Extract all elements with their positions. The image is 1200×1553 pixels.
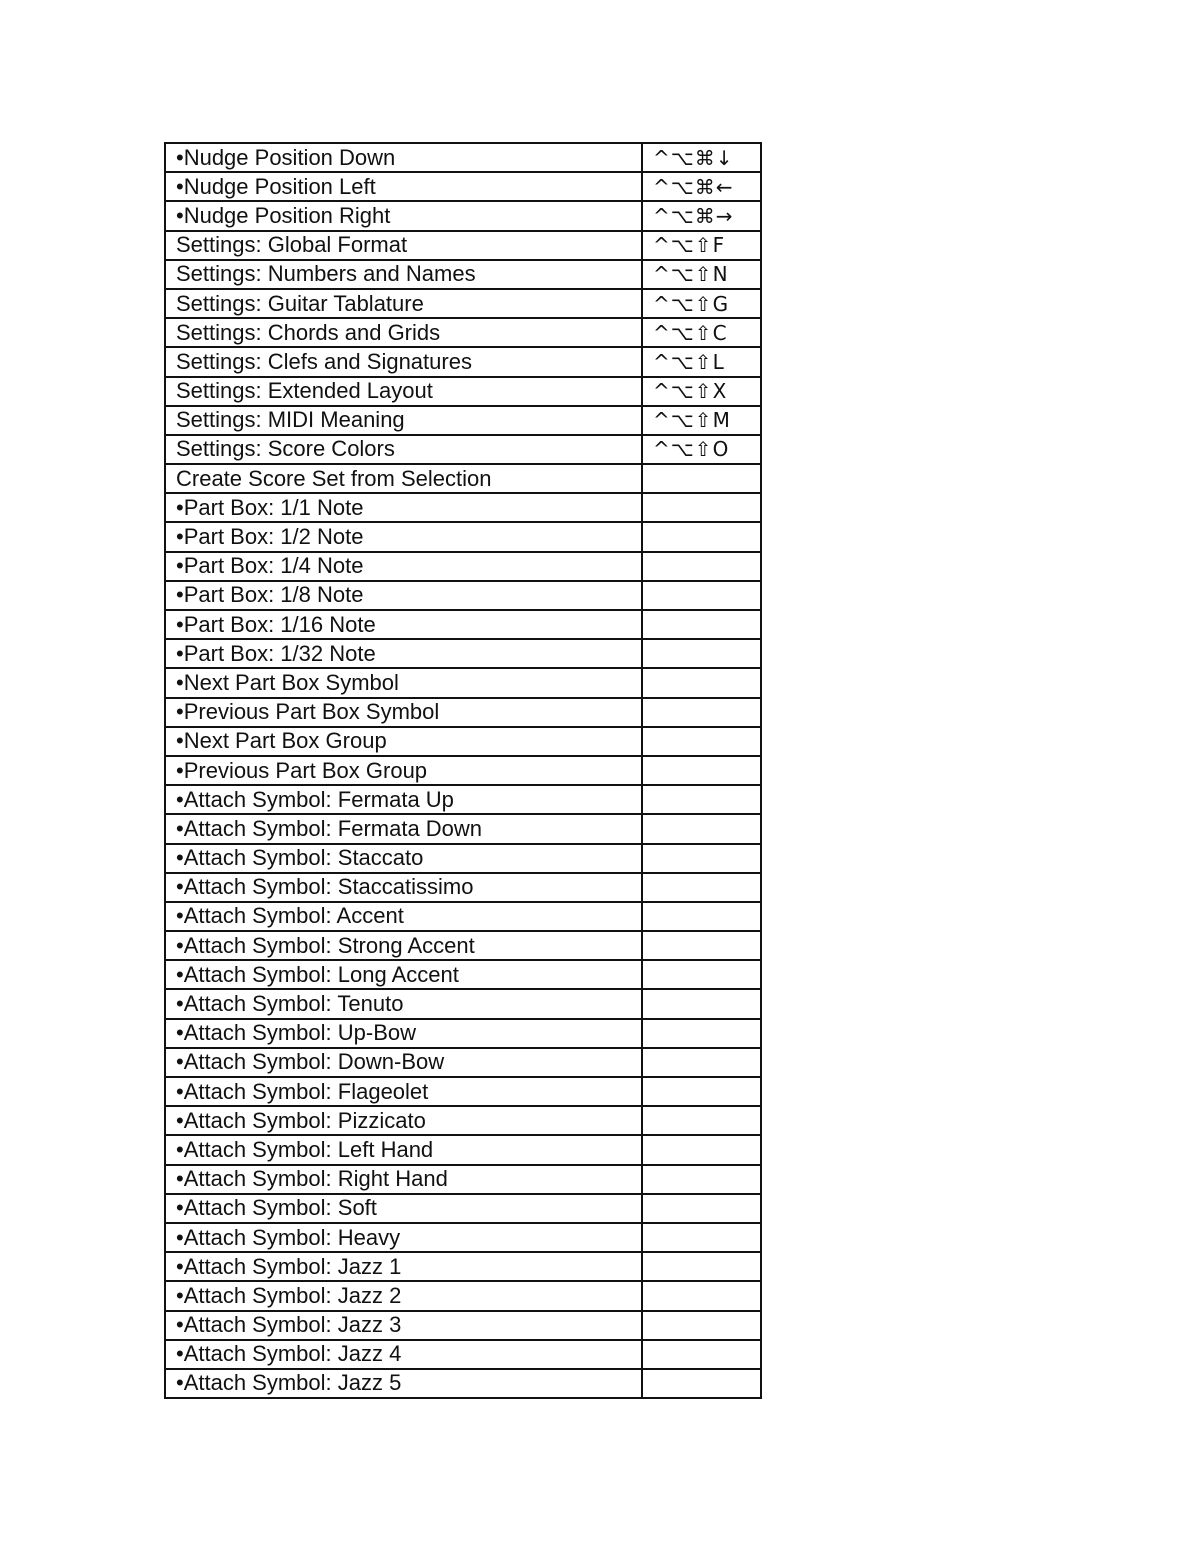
command-cell: •Attach Symbol: Flageolet	[165, 1077, 642, 1106]
table-row	[165, 814, 761, 843]
shortcut-cell	[642, 844, 761, 873]
shortcut-cell	[642, 989, 761, 1018]
command-cell: •Previous Part Box Symbol	[165, 698, 642, 727]
shortcut-cell	[642, 873, 761, 902]
command-cell: Settings: Extended Layout	[165, 377, 642, 406]
table-row	[165, 1019, 761, 1048]
command-cell: •Previous Part Box Group	[165, 756, 642, 785]
command-cell: •Attach Symbol: Staccatissimo	[165, 873, 642, 902]
command-cell: •Attach Symbol: Strong Accent	[165, 931, 642, 960]
shortcut-cell	[642, 1252, 761, 1281]
shortcut-cell: ^⌥⇧G	[642, 289, 761, 318]
table-row	[165, 201, 761, 230]
table-row	[165, 260, 761, 289]
command-cell: Settings: Numbers and Names	[165, 260, 642, 289]
table-row	[165, 844, 761, 873]
table-row	[165, 231, 761, 260]
shortcut-cell	[642, 1077, 761, 1106]
shortcut-cell: ^⌥⇧X	[642, 377, 761, 406]
table-row	[165, 1223, 761, 1252]
command-cell: •Attach Symbol: Left Hand	[165, 1135, 642, 1164]
table-row	[165, 873, 761, 902]
command-cell: •Part Box: 1/4 Note	[165, 552, 642, 581]
shortcut-cell	[642, 522, 761, 551]
shortcut-cell	[642, 552, 761, 581]
shortcut-cell	[642, 1165, 761, 1194]
table-row	[165, 989, 761, 1018]
command-cell: •Part Box: 1/8 Note	[165, 581, 642, 610]
command-cell: •Attach Symbol: Jazz 5	[165, 1369, 642, 1398]
table-row	[165, 1281, 761, 1310]
table-row	[165, 377, 761, 406]
command-cell: •Attach Symbol: Fermata Up	[165, 785, 642, 814]
shortcut-cell: ^⌥⌘↓	[642, 143, 761, 172]
command-cell: •Attach Symbol: Jazz 3	[165, 1311, 642, 1340]
table-row	[165, 522, 761, 551]
command-cell: •Attach Symbol: Pizzicato	[165, 1106, 642, 1135]
command-cell: •Next Part Box Symbol	[165, 668, 642, 697]
shortcut-cell	[642, 581, 761, 610]
shortcut-cell: ^⌥⇧C	[642, 318, 761, 347]
table-row	[165, 610, 761, 639]
table-row	[165, 581, 761, 610]
shortcut-cell: ^⌥⇧N	[642, 260, 761, 289]
table-row	[165, 727, 761, 756]
command-cell: •Attach Symbol: Long Accent	[165, 960, 642, 989]
shortcut-cell	[642, 814, 761, 843]
table-row	[165, 493, 761, 522]
shortcut-cell	[642, 756, 761, 785]
shortcut-cell: ^⌥⇧M	[642, 406, 761, 435]
table-row	[165, 698, 761, 727]
shortcut-cell	[642, 1281, 761, 1310]
shortcut-table	[164, 142, 762, 1399]
command-cell: •Attach Symbol: Down-Bow	[165, 1048, 642, 1077]
table-row	[165, 1135, 761, 1164]
shortcut-cell	[642, 1048, 761, 1077]
table-row	[165, 756, 761, 785]
shortcut-cell	[642, 1019, 761, 1048]
shortcut-cell	[642, 931, 761, 960]
table-row	[165, 902, 761, 931]
command-cell: •Attach Symbol: Heavy	[165, 1223, 642, 1252]
command-cell: Settings: Global Format	[165, 231, 642, 260]
command-cell: •Nudge Position Right	[165, 201, 642, 230]
shortcut-cell: ^⌥⌘→	[642, 201, 761, 230]
table-row	[165, 1252, 761, 1281]
shortcut-cell	[642, 1194, 761, 1223]
shortcut-cell	[642, 785, 761, 814]
shortcut-cell	[642, 1311, 761, 1340]
table-row	[165, 552, 761, 581]
table-row	[165, 1106, 761, 1135]
command-cell: •Part Box: 1/2 Note	[165, 522, 642, 551]
command-cell: •Attach Symbol: Jazz 4	[165, 1340, 642, 1369]
table-row	[165, 435, 761, 464]
table-row	[165, 1048, 761, 1077]
table-row	[165, 1369, 761, 1398]
shortcut-cell: ^⌥⇧O	[642, 435, 761, 464]
command-cell: •Attach Symbol: Up-Bow	[165, 1019, 642, 1048]
command-cell: Settings: Score Colors	[165, 435, 642, 464]
shortcut-cell	[642, 493, 761, 522]
table-row	[165, 960, 761, 989]
shortcut-cell	[642, 639, 761, 668]
table-row	[165, 668, 761, 697]
command-cell: •Attach Symbol: Jazz 1	[165, 1252, 642, 1281]
command-cell: Settings: Chords and Grids	[165, 318, 642, 347]
command-cell: Settings: MIDI Meaning	[165, 406, 642, 435]
shortcut-cell	[642, 610, 761, 639]
shortcut-cell	[642, 668, 761, 697]
command-cell: •Attach Symbol: Soft	[165, 1194, 642, 1223]
command-cell: Settings: Clefs and Signatures	[165, 347, 642, 376]
command-cell: •Attach Symbol: Staccato	[165, 844, 642, 873]
shortcut-cell	[642, 902, 761, 931]
shortcut-cell	[642, 1369, 761, 1398]
command-cell: Create Score Set from Selection	[165, 464, 642, 493]
table-row	[165, 785, 761, 814]
shortcut-cell	[642, 698, 761, 727]
table-row	[165, 289, 761, 318]
table-row	[165, 1194, 761, 1223]
command-cell: •Attach Symbol: Accent	[165, 902, 642, 931]
shortcut-cell: ^⌥⌘←	[642, 172, 761, 201]
table-row	[165, 464, 761, 493]
command-cell: •Attach Symbol: Tenuto	[165, 989, 642, 1018]
command-cell: •Attach Symbol: Right Hand	[165, 1165, 642, 1194]
command-cell: •Attach Symbol: Jazz 2	[165, 1281, 642, 1310]
table-row	[165, 1311, 761, 1340]
shortcut-cell	[642, 1223, 761, 1252]
command-cell: •Part Box: 1/16 Note	[165, 610, 642, 639]
table-row	[165, 1165, 761, 1194]
shortcut-cell: ^⌥⇧L	[642, 347, 761, 376]
table-row	[165, 1340, 761, 1369]
shortcut-cell	[642, 1340, 761, 1369]
shortcut-cell	[642, 727, 761, 756]
command-cell: •Nudge Position Left	[165, 172, 642, 201]
command-cell: •Nudge Position Down	[165, 143, 642, 172]
shortcut-cell	[642, 1106, 761, 1135]
shortcut-cell	[642, 464, 761, 493]
table-row	[165, 639, 761, 668]
command-cell: •Attach Symbol: Fermata Down	[165, 814, 642, 843]
command-cell: Settings: Guitar Tablature	[165, 289, 642, 318]
command-cell: •Part Box: 1/1 Note	[165, 493, 642, 522]
shortcut-table-body	[165, 143, 761, 1398]
table-row	[165, 318, 761, 347]
table-row	[165, 406, 761, 435]
table-row	[165, 172, 761, 201]
shortcut-cell	[642, 960, 761, 989]
table-row	[165, 347, 761, 376]
command-cell: •Part Box: 1/32 Note	[165, 639, 642, 668]
shortcut-cell	[642, 1135, 761, 1164]
shortcut-cell: ^⌥⇧F	[642, 231, 761, 260]
table-row	[165, 1077, 761, 1106]
table-row	[165, 931, 761, 960]
table-row	[165, 143, 761, 172]
command-cell: •Next Part Box Group	[165, 727, 642, 756]
